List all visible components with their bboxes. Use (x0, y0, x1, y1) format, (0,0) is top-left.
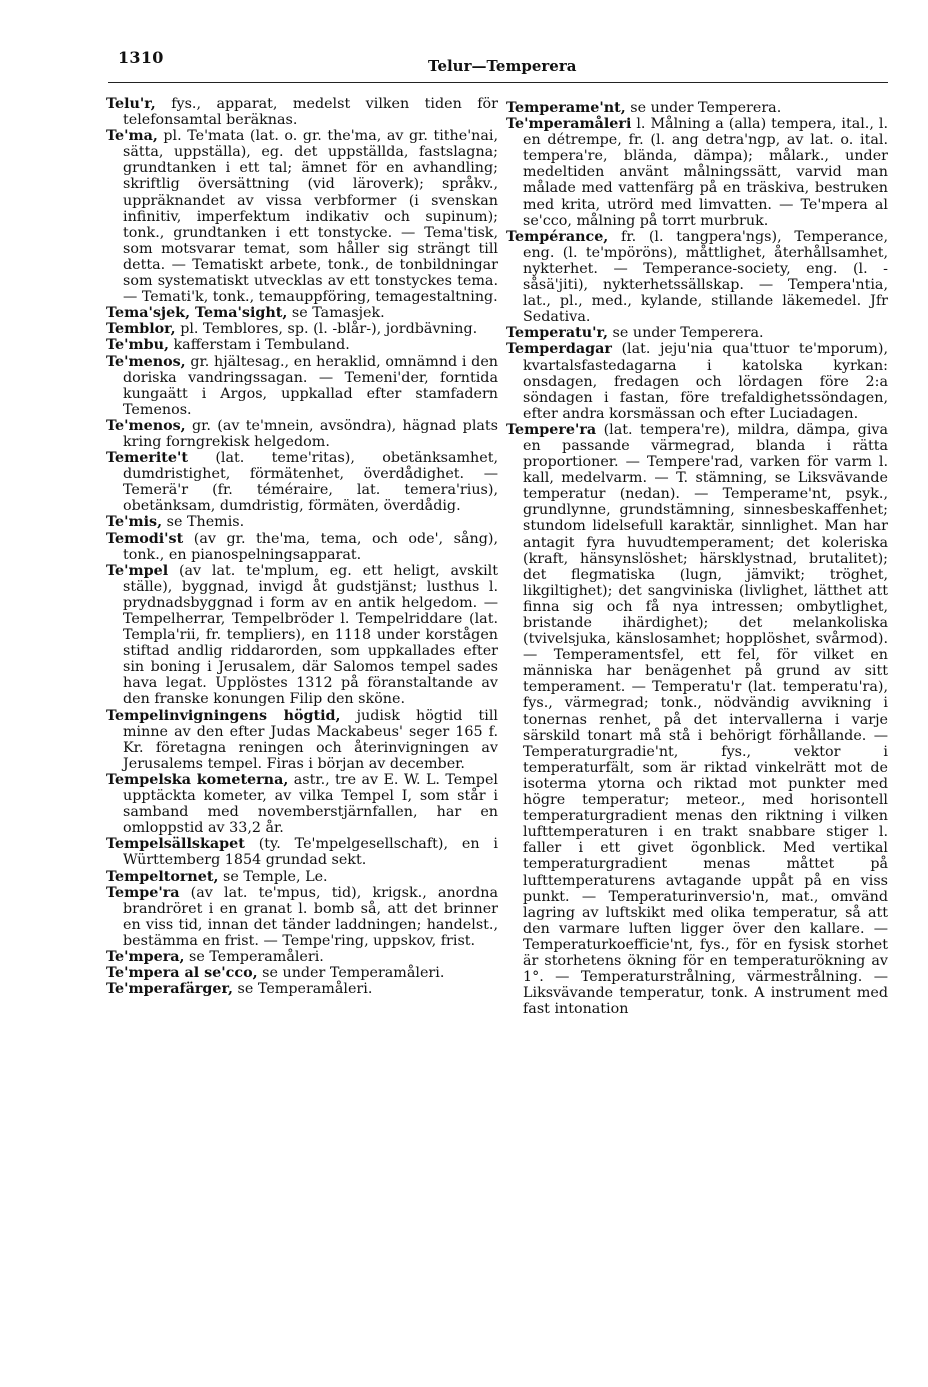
entry-text: gr. hjältesag., en heraklid, omnämnd i den doriska vandringssagan. — Temeni'der, forntida kungaätt i Argos, uppkallad efter stamfadern Temenos. (123, 353, 498, 418)
entry-headword: Temperame'nt, (506, 100, 626, 116)
entry-headword: Temerite't (106, 450, 188, 467)
entry-headword: Tema'sjek, Tema'sight, (106, 305, 288, 322)
entry-text: astr., tre av E. W. L. Tempel upptäckta kometer, av vilka Tempel I, som står i samband med novemberstjärnfallen, har en omloppstid av 33,2 år. (123, 771, 498, 837)
entry-headword: Temperdagar (506, 341, 612, 358)
right-column (506, 100, 888, 1017)
entry-headword: Te'mpel (106, 562, 169, 579)
entry-text: (lat. tempera're), mildra, dämpa, giva en passande värmegrad, blanda i rätta proportioner. — Tempere'rad, varken för varm l. kall, medelvarm. — T. stämning, se Liksvävande temperatur (nedan). — Temperame'nt, psyk., grundlynne, grundstämning, sinnesbeskaffenhet; stundom lidelsefull karaktär, sinnlighet. Man har antagit fyra huvudtemperament; det koleriska (kraft, hänsynslöshet; härsklystnad, brutalitet); det flegmatiska (lugn, jämvikt; tröghet, likgiltighet); det sangviniska (livlighet, lätthet att finna sig och få nya intressen; ombytlighet, bristande ihärdighet); det melankoliska (tvivelsjuka, känslosamhet; hopplöshet, svårmod). — Temperamentsfel, ett fel, för vilket en människa har benägenhet på grund av sitt temperament. — Temperatu'r (lat. temperatu'ra), fys., värmegrad; tonk., nödvändig avvikning i tonernas renhet, på det intervallerna i varje särskild tonart må stå i behörigt förhållande. — Temperaturgradie'nt, fys., vektor i temperaturfält, som är riktad vinkelrätt mot de isoterma ytorna och riktad mot punkter med högre temperatur; meteor., med horisontell temperaturgradient menas den riktning i vilken lufttemperaturen i en trakt snabbare stiger l. faller i ett givet ögonblick. Med vertikal temperaturgradient menas måttet på lufttemperaturens avtagande uppåt på en viss punkt. — Temperaturinversio'n, mat., omvänd lagring av luftskikt med olika temperatur, så att den varmare luften ligger över den kallare. — Temperaturkoefficie'nt, fys., för en fysisk storhet är storhetens ökning för en temperaturökning av 1°. — Temperaturstrålning, värmestrålning. — Liksvävande temperatur, tonk. A instrument med fast intonation (523, 421, 888, 1018)
entry-text: (av gr. the'ma, tema, och ode', sång), tonk., en pianospelningsapparat. (123, 530, 498, 563)
entry-headword: Temodi'st (106, 530, 184, 547)
entry-headword: Tempere'ra (506, 421, 597, 438)
dictionary-entry (106, 418, 498, 450)
entry-text: fys., apparat, medelst vilken tiden för telefonsamtal beräknas. (123, 96, 498, 129)
dictionary-entry (106, 305, 498, 321)
dictionary-entry (106, 965, 498, 981)
entry-headword: Te'mpera al se'cco, (106, 965, 258, 982)
entry-headword: Tempelsällskapet (106, 836, 245, 853)
entry-headword: Te'ma, (106, 128, 158, 145)
entry-headword: Telu'r, (106, 96, 156, 112)
entry-text: se Themis. (162, 514, 245, 531)
entry-headword: Te'mperafärger, (106, 981, 233, 998)
dictionary-entry (506, 341, 888, 421)
entry-text: se under Temperera. (607, 325, 764, 342)
entry-text: se Tamasjek. (287, 305, 385, 322)
entry-text: se Temperamåleri. (233, 981, 373, 998)
dictionary-entry (106, 450, 498, 514)
entry-headword: Tempelinvigningens högtid, (106, 707, 341, 724)
dictionary-entry (106, 772, 498, 836)
dictionary-entry (106, 981, 498, 997)
entry-headword: Te'mperamåleri (506, 116, 632, 133)
entry-text: (ty. Te'mpelgesellschaft), en i Württemberg 1854 grundad sekt. (123, 836, 498, 869)
entry-text: fr. (l. tangpera'ngs), Temperance, eng. (l. te'mpöröns), måttlighet, återhållsamhet, nykterhet. — Temperance-society, eng. (l. -såsä'jiti), nykterhetssällskap. — Tempera'ntia, lat., pl., med., kylande, stillande läkemedel. Jfr Sedativa. (523, 228, 888, 326)
entry-headword: Te'mis, (106, 514, 163, 531)
entry-headword: Tempérance, (506, 228, 609, 245)
header-rule (108, 82, 888, 83)
dictionary-entry (106, 836, 498, 868)
dictionary-entry (106, 885, 498, 949)
dictionary-entry (106, 321, 498, 337)
entry-text: se Temperamåleri. (184, 948, 324, 965)
entry-text: l. Målning a (alla) tempera, ital., l. en détrempe, fr. (l. ang detra'ngp, av lat. o. ital. tempera're, blända, dämpa); målark., under medeltiden använt målningssätt, varvid man målade med vattenfärg på en träskiva, bestruken med krita, utrörd med limvatten. — Te'mpera al se'cco, målning på torrt murbruk. (523, 116, 888, 229)
dictionary-entry (106, 708, 498, 772)
dictionary-entry (106, 531, 498, 563)
running-head: Telur—Temperera (428, 57, 577, 75)
entry-text: pl. Te'mata (lat. o. gr. the'ma, av gr. tithe'nai, sätta, uppställa), eg. det uppställda, fastslagna; grundtanken i ett tal; ämnet för en avhandling; skriftlig översättning (vid läroverk); språkv., uppräknandet av vissa verbformer (i svenskan infinitiv, imperfektum indikativ och supinum); tonk., grundtanken i ett tonstycke. — Tema'tisk, som motsvarar temat, som håller sig strängt till detta. — Tematiskt arbete, tonk., de tonbildningar som systematiskt utvecklas av ett tonstyckes tema. — Temati'k, tonk., temauppföring, temagestaltning. (123, 128, 498, 306)
dictionary-entry (506, 100, 888, 116)
left-column (106, 96, 498, 997)
dictionary-entry (106, 128, 498, 305)
entry-text: (av lat. te'mpus, tid), krigsk., anordna brandröret i en granat l. bomb så, att det brinner en viss tid, innan det tänder laddningen; handelst., bestämma en frist. — Tempe'ring, uppskov, frist. (123, 884, 498, 949)
entry-text: se Temple, Le. (218, 868, 328, 885)
entry-headword: Temperatu'r, (506, 325, 608, 342)
entry-text: (lat. jeju'nia qua'ttuor te'mporum), kvartalsfastedagarna i katolska kyrkan: onsdagen, fredagen och lördagen före 2:a söndagen i fastan, före trefaldighetssöndagen, efter andra korsmässan och efter Luciadagen. (523, 341, 888, 422)
entry-text: se under Temperamåleri. (257, 965, 445, 982)
entry-headword: Te'menos, (106, 417, 186, 434)
entry-text: (av lat. te'mplum, eg. ett heligt, avskilt ställe), byggnad, invigd åt gudstjänst; lusthus l. prydnadsbyggnad i form av en antik helgedom. — Tempelherrar, Tempelbröder l. Tempelriddare (lat. Templa'rii, fr. templiers), en 1118 under korstågen stiftad andlig riddarorden, som uppkallades efter sin boning i Jerusalem, där Salomos tempel sades hava legat. Upplöstes 1312 på föranstaltande av den franske konungen Filip den sköne. (123, 562, 498, 708)
dictionary-entry (506, 325, 888, 341)
dictionary-entry (506, 116, 888, 229)
dictionary-entry (106, 563, 498, 708)
entry-text: (lat. teme'ritas), obetänksamhet, dumdristighet, förmätenhet, överdådighet. — Temerä'r (fr. téméraire, lat. temera'rius), obetänksam, dumdristig, förmäten, överdådig. (123, 450, 498, 515)
dictionary-entry (506, 229, 888, 326)
dictionary-entry (106, 869, 498, 885)
entry-headword: Tempelska kometerna, (106, 771, 289, 788)
entry-text: se under Temperera. (625, 100, 782, 116)
entry-headword: Te'mbu, (106, 337, 169, 354)
entry-text: pl. Temblores, sp. (l. -blår-), jordbävning. (175, 321, 478, 338)
page-number: 1310 (118, 48, 164, 67)
dictionary-entry (106, 514, 498, 530)
entry-text: gr. (av te'mnein, avsöndra), hägnad plats kring forngrekisk helgedom. (123, 417, 498, 450)
entry-headword: Temblor, (106, 321, 176, 338)
entry-text: judisk högtid till minne av den efter Judas Mackabeus' seger 165 f. Kr. företagna reningen och återinvigningen av Jerusalems tempel. Firas i början av december. (123, 707, 498, 772)
entry-text: kafferstam i Tembuland. (168, 337, 350, 354)
dictionary-entry (506, 422, 888, 1017)
entry-headword: Tempe'ra (106, 884, 180, 901)
entry-headword: Tempeltornet, (106, 868, 219, 885)
dictionary-entry (106, 96, 498, 128)
dictionary-entry (106, 354, 498, 418)
dictionary-entry (106, 337, 498, 353)
entry-headword: Te'menos, (106, 353, 186, 370)
dictionary-entry (106, 949, 498, 965)
entry-headword: Te'mpera, (106, 948, 185, 965)
